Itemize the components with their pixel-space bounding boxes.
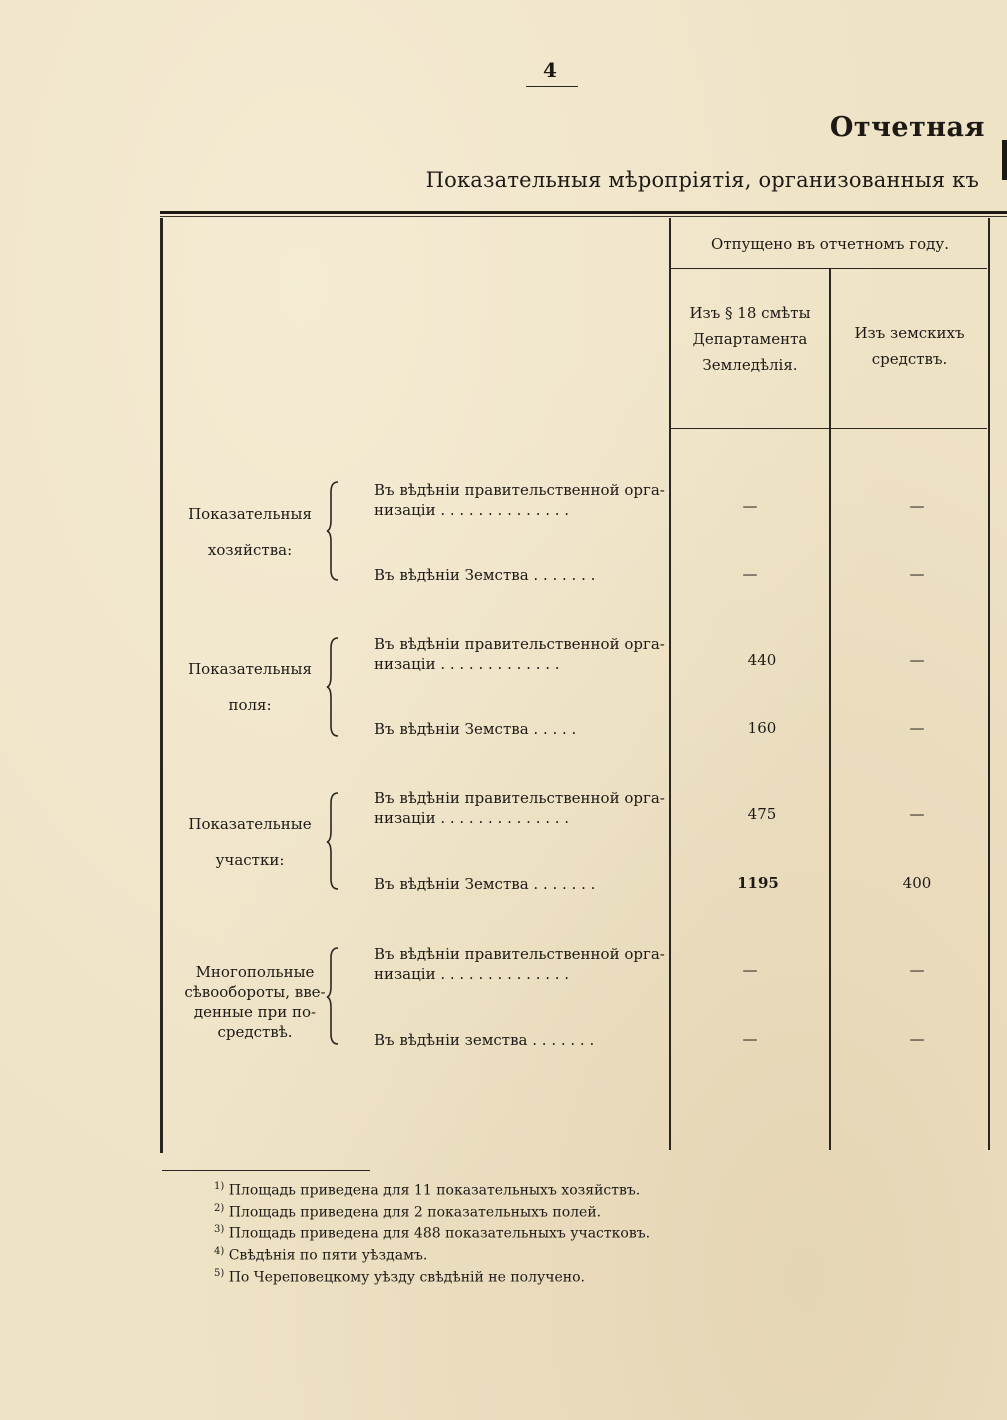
value-col1: 160 [747,719,777,737]
column-divider-3 [988,218,990,1150]
row-description [374,874,595,894]
footnote-mark: 5) [214,1267,225,1279]
footnote-mark: 3) [214,1224,225,1236]
value-col1: — [742,1030,758,1048]
header-col2 [831,320,988,372]
row-description [374,480,665,520]
footnote-mark: 1) [214,1181,225,1192]
value-col2: — [909,565,925,583]
value-col2: — [909,719,925,737]
value-col1: — [742,961,758,979]
header-group: Отпущено въ отчетномъ году. [711,235,949,253]
row-description-line: низаціи . . . . . . . . . . . . . . [374,809,570,827]
row-description-line: Въ вѣдѣніи Земства . . . . . . . [374,875,596,893]
value-col2: — [909,805,925,823]
category-label-line: средствѣ. [217,1023,293,1041]
value-col2: — [909,1030,925,1048]
brace [326,636,340,738]
row-description-line: Въ вѣдѣніи правительственной орга- [374,789,665,807]
value-col2: — [909,961,925,979]
header-col1 [671,300,829,378]
category-label [175,496,325,568]
row-description-line: Въ вѣдѣніи правительственной орга- [374,635,665,653]
column-divider-2 [829,268,831,1150]
footnote-rule [162,1170,370,1171]
value-col2: — [909,497,925,515]
row-description-line: Въ вѣдѣніи правительственной орга- [374,481,665,499]
footnote-text: По Череповецкому уѣзду свѣдѣній не получено. [228,1269,585,1286]
category-label-line: Показательныя [188,660,312,678]
category-label-line: Многопольные [195,963,315,981]
row-description-line: Въ вѣдѣніи земства . . . . . . . [374,1031,595,1049]
footnote-text: Площадь приведена для 11 показательныхъ хозяйствъ. [228,1182,641,1199]
row-description [374,1030,594,1050]
footnotes [214,1178,650,1286]
footnote-text: Свѣдѣнія по пяти уѣздамъ. [228,1247,428,1264]
value-col1: — [742,497,758,515]
value-col1: 440 [747,651,777,669]
row-description [374,944,665,984]
header-col1-line2: Департамента [692,330,808,348]
footnote-mark: 4) [214,1245,225,1257]
header-col1-line1: Изъ § 18 смѣты [689,304,811,322]
row-description-line: Въ вѣдѣніи Земства . . . . . . . [374,566,596,584]
table-left-border [160,218,163,1153]
brace [326,480,340,582]
category-label-line: денные при по- [193,1003,317,1021]
value-col1: 1195 [737,874,779,892]
footnote-text: Площадь приведена для 2 показательныхъ полей. [228,1204,602,1221]
row-description [374,634,665,674]
category-label-line: Показательныя [188,505,312,523]
row-description-line: низаціи . . . . . . . . . . . . . . [374,501,570,519]
footnote-text: Площадь приведена для 488 показательныхъ участковъ. [228,1225,651,1242]
row-description [374,719,576,739]
table-top-rule [160,211,1007,214]
category-label-line: сѣвообороты, вве- [184,983,326,1001]
footnote [214,1265,650,1287]
page-title: Отчетная [829,112,985,143]
footnote [214,1221,650,1243]
row-description [374,788,665,828]
brace [326,791,340,891]
row-description-line: Въ вѣдѣніи Земства . . . . . [374,720,577,738]
category-label [175,806,325,878]
header-col1-line3: Земледѣлія. [702,356,798,374]
header-col2-line1: Изъ земскихъ [854,324,965,342]
page-number: 4 [543,58,557,82]
footnote-mark: 2) [214,1202,225,1214]
footnote [214,1178,650,1200]
header-bottom-rule [671,428,987,429]
category-label [180,962,330,1042]
footnote [214,1200,650,1222]
header-col2-line2: средствъ. [871,350,948,368]
page-number-rule [526,86,578,87]
value-col1: — [742,565,758,583]
row-description-line: низаціи . . . . . . . . . . . . . [374,655,560,673]
page-subtitle: Показательныя мѣропріятія, организованныя къ [425,168,979,192]
header-group-rule [671,268,987,269]
value-col2: 400 [902,874,932,892]
row-description-line: Въ вѣдѣніи правительственной орга- [374,945,665,963]
category-label-line: хозяйства: [207,541,293,559]
value-col2: — [909,651,925,669]
row-description-line: низаціи . . . . . . . . . . . . . . [374,965,570,983]
brace [326,946,340,1046]
footnote [214,1243,650,1265]
value-col1: 475 [747,805,777,823]
row-description [374,565,595,585]
table-top-rule-thin [160,216,1007,217]
edge-mark [1002,140,1007,180]
category-label-line: Показательные [188,815,312,833]
category-label [175,651,325,723]
category-label-line: участки: [215,851,285,869]
category-label-line: поля: [228,696,272,714]
